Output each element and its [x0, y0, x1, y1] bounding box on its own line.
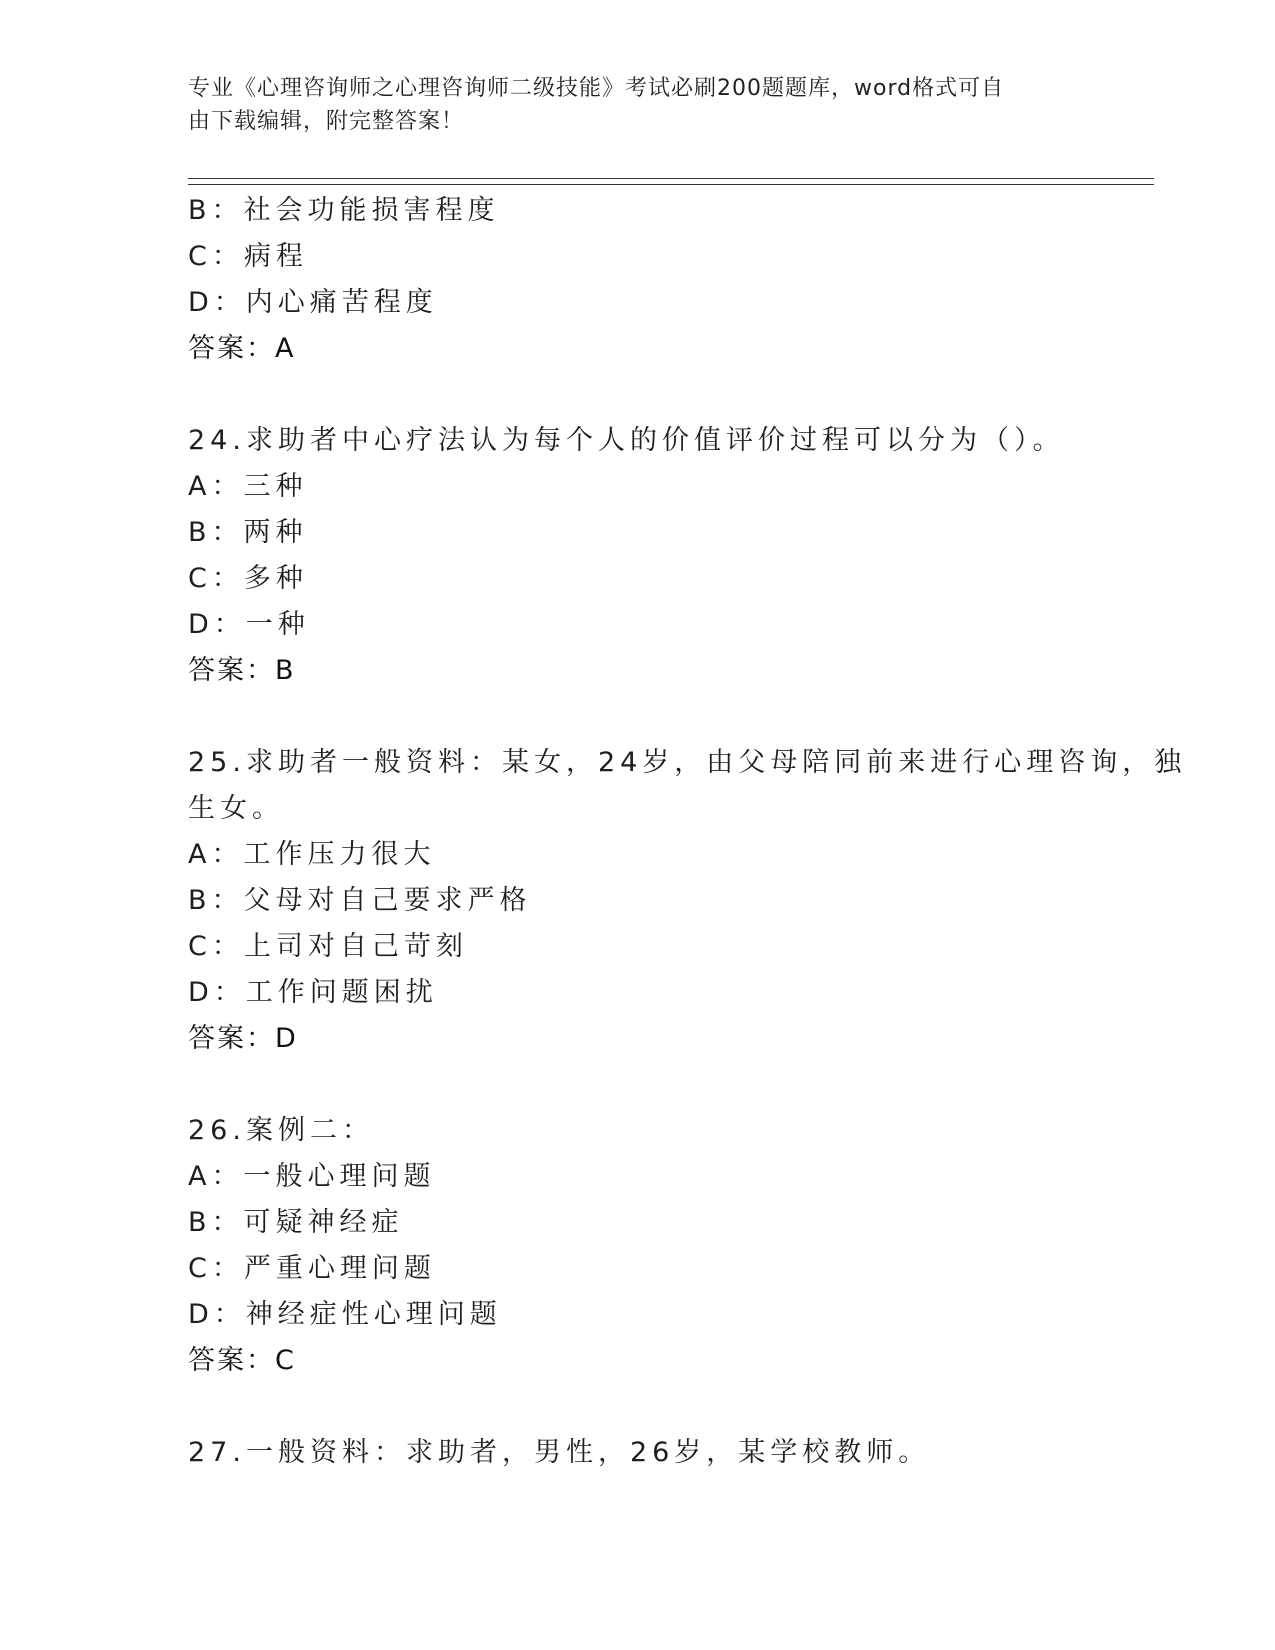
question-list	[188, 188, 1187, 1476]
question-27	[188, 1430, 1088, 1476]
option-b: B：两种	[188, 517, 308, 548]
question-stem: 26.案例二：	[188, 1115, 374, 1146]
option-a: A：三种	[188, 471, 308, 502]
answer: 答案：C	[188, 1345, 296, 1376]
option-d: D：一种	[188, 609, 310, 640]
option-a: A：一般心理问题	[188, 1161, 436, 1192]
question-stem: 24.求助者中心疗法认为每个人的价值评价过程可以分为（）。	[188, 425, 1065, 456]
option-d: D：工作问题困扰	[188, 977, 438, 1008]
option-c: C：多种	[188, 563, 308, 594]
option-b: B：父母对自己要求严格	[188, 885, 532, 916]
answer: 答案：B	[188, 655, 296, 686]
document-header	[188, 72, 1068, 138]
question-stem-line-1: 25.求助者一般资料：某女，24岁，由父母陪同前来进行心理咨询，独	[188, 747, 1187, 778]
question-23	[188, 188, 1088, 372]
option-d: D：内心痛苦程度	[188, 287, 438, 318]
question-26	[188, 1108, 1088, 1384]
header-line-2: 由下载编辑，附完整答案！	[188, 109, 465, 134]
header-line-1: 专业《心理咨询师之心理咨询师二级技能》考试必刷200题题库，word格式可自	[188, 76, 1005, 101]
question-25	[188, 740, 1187, 1062]
option-b: B：可疑神经症	[188, 1207, 404, 1238]
option-d: D：神经症性心理问题	[188, 1299, 502, 1330]
question-24	[188, 418, 1088, 694]
option-c: C：病程	[188, 241, 308, 272]
option-a: A：工作压力很大	[188, 839, 436, 870]
question-stem: 27.一般资料：求助者，男性，26岁，某学校教师。	[188, 1437, 931, 1468]
question-stem-line-2: 生女。	[188, 793, 284, 824]
option-c: C：严重心理问题	[188, 1253, 436, 1284]
answer: 答案：D	[188, 1023, 298, 1054]
option-b: B：社会功能损害程度	[188, 195, 500, 226]
answer: 答案：A	[188, 333, 296, 364]
option-c: C：上司对自己苛刻	[188, 931, 468, 962]
header-divider-bottom	[188, 184, 1154, 185]
header-divider-top	[188, 178, 1154, 179]
